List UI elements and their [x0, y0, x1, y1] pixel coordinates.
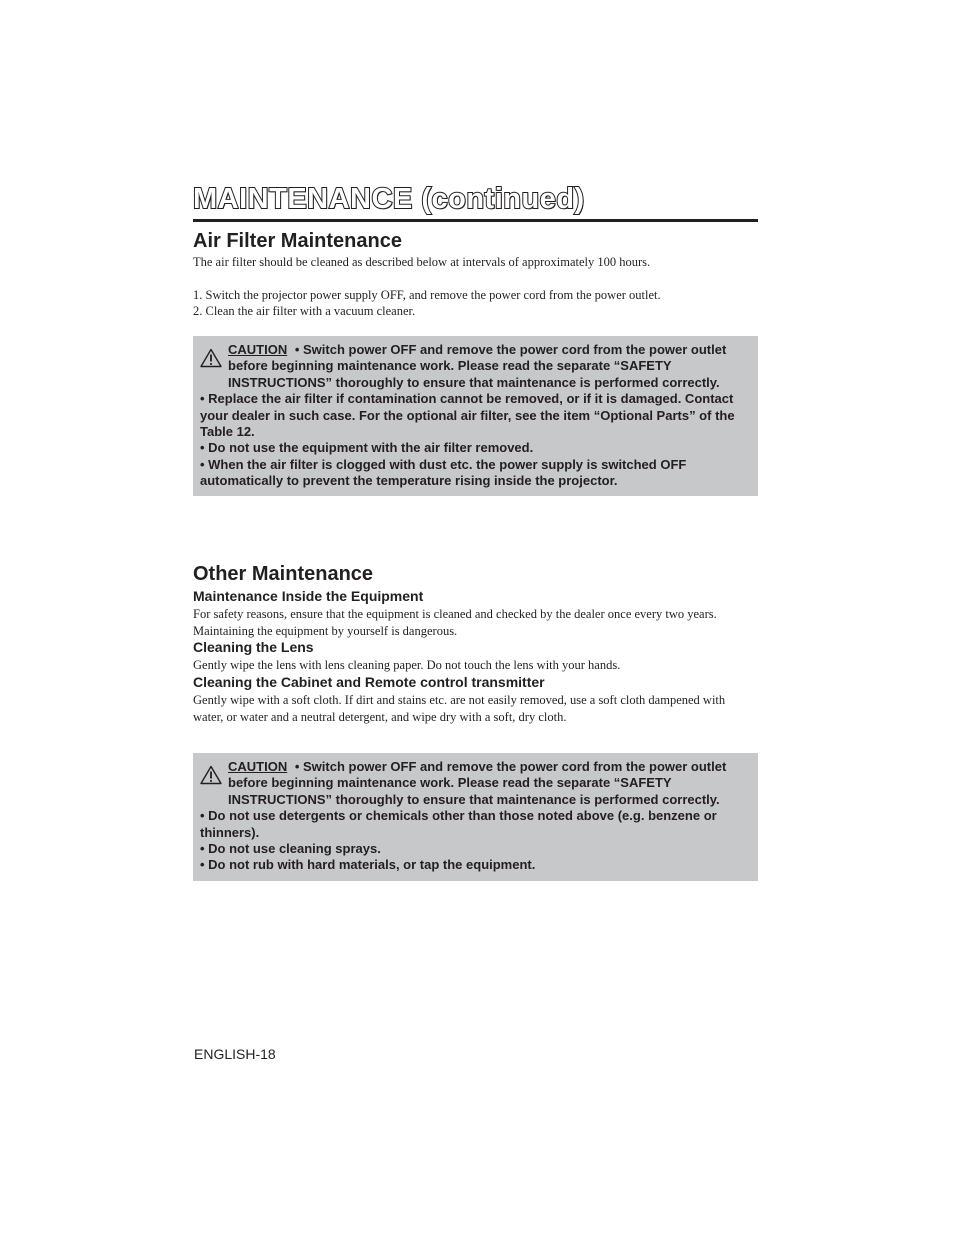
caution-label: CAUTION [228, 759, 288, 774]
air-filter-heading: Air Filter Maintenance [193, 230, 402, 252]
cleaning-cabinet-text: Gently wipe with a soft cloth. If dirt and stains etc. are not easily removed, use a soft cloth dampened with water, or water and a neutral detergent, and wipe dry with a soft, dry cloth. [193, 693, 726, 724]
caution-first-text: • Switch power OFF and remove the power cord from the power outlet before beginning maintenance work. Please read the separate “SAFETY INSTRUCTIONS” thoroughly to ensure that maintenance is performed correctly. [228, 342, 727, 390]
caution-item: • Do not use cleaning sprays. [200, 841, 381, 857]
caution-item: • Do not use detergents or chemicals other than those noted above (e.g. benzene or thinners). [200, 808, 717, 840]
air-filter-step-1: 1. Switch the projector power supply OFF, and remove the power cord from the power outlet. [193, 288, 661, 302]
cleaning-cabinet-heading: Cleaning the Cabinet and Remote control transmitter [193, 674, 545, 690]
warning-triangle-icon [200, 348, 222, 368]
cleaning-lens-text: Gently wipe the lens with lens cleaning paper. Do not touch the lens with your hands. [193, 658, 621, 672]
page-title: MAINTENANCE (continued) [193, 183, 585, 215]
title-rule [193, 219, 758, 222]
page-number: ENGLISH-18 [194, 1046, 276, 1062]
other-caution-box [193, 753, 758, 881]
caution-first-item [200, 759, 750, 808]
caution-item: • Do not use the equipment with the air filter removed. [200, 440, 534, 456]
inside-equipment-heading: Maintenance Inside the Equipment [193, 588, 424, 604]
air-filter-step-2: 2. Clean the air filter with a vacuum cleaner. [193, 304, 416, 318]
warning-triangle-icon [200, 765, 222, 785]
caution-item: • Do not rub with hard materials, or tap the equipment. [200, 857, 536, 873]
caution-first-text: • Switch power OFF and remove the power cord from the power outlet before beginning maintenance work. Please read the separate “SAFETY INSTRUCTIONS” thoroughly to ensure that maintenance is performed correctly. [228, 759, 727, 807]
inside-equipment-text: For safety reasons, ensure that the equipment is cleaned and checked by the dealer once every two years. Maintaining the equipment by yourself is dangerous. [193, 607, 717, 638]
cleaning-lens-heading: Cleaning the Lens [193, 639, 314, 655]
air-filter-intro: The air filter should be cleaned as described below at intervals of approximately 100 hours. [193, 255, 651, 269]
air-filter-caution-box [193, 336, 758, 496]
caution-item: • When the air filter is clogged with dust etc. the power supply is switched OFF automatically to prevent the temperature rising inside the projector. [200, 456, 687, 489]
caution-first-item [200, 342, 750, 391]
caution-label: CAUTION [228, 342, 288, 357]
caution-item: • Replace the air filter if contamination cannot be removed, or if it is damaged. Contact your dealer in such case. For the optional air filter, see the item “Optional Parts” of the Table 12. [200, 391, 735, 440]
other-maintenance-heading: Other Maintenance [193, 563, 374, 585]
